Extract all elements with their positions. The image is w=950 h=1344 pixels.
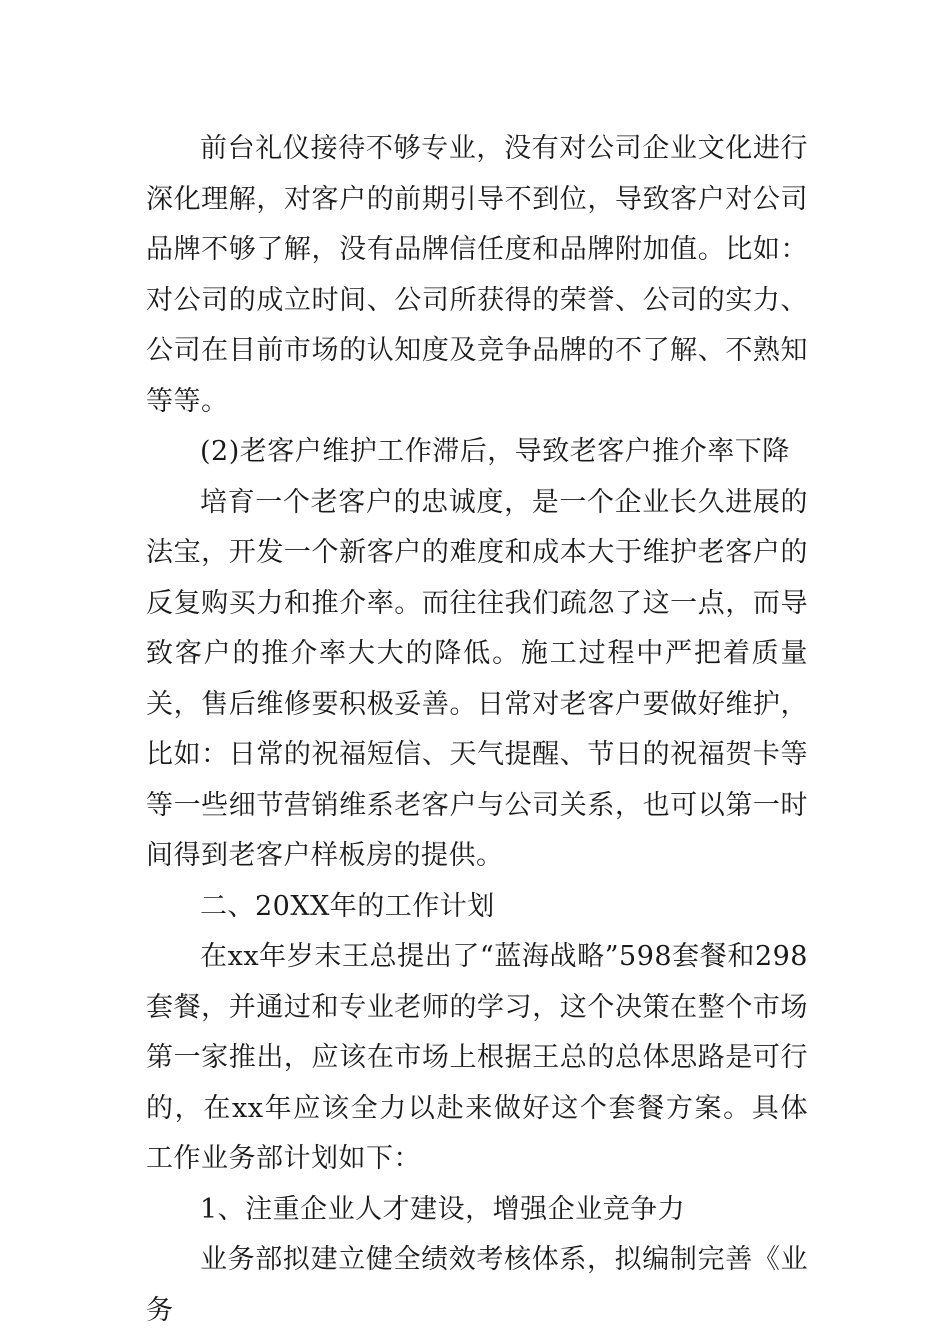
paragraph-reception-issues: 前台礼仪接待不够专业，没有对公司企业文化进行深化理解，对客户的前期引导不到位，导致客户对公司品牌不够了解，没有品牌信任度和品牌附加值。比如：对公司的成立时间、公司所获得的荣誉、公司的实力、公司在目前市场的认知度及竞争品牌的不了解、不熟知等等。	[146, 133, 808, 417]
paragraph-customer-loyalty: 培育一个老客户的忠诚度，是一个企业长久进展的法宝，开发一个新客户的难度和成本大于维护老客户的反复购买力和推介率。而往往我们疏忽了这一点，而导致客户的推介率大大的降低。施工过程中严把着质量关，售后维修要积极妥善。日常对老客户要做好维护，比如：日常的祝福短信、天气提醒、节日的祝福贺卡等等一些细节营销维系老客户与公司关系，也可以第一时间得到老客户样板房的提供。	[146, 486, 808, 871]
subheading-talent-building: 1、注重企业人才建设，增强企业竞争力	[200, 1193, 686, 1225]
paragraph-performance-system: 业务部拟建立健全绩效考核体系，拟编制完善《业务	[146, 1244, 808, 1326]
document-body	[146, 124, 808, 1336]
subheading-old-customer-maintenance: (2)老客户维护工作滞后，导致老客户推介率下降	[200, 436, 790, 467]
paragraph-blue-ocean-strategy: 在xx年岁末王总提出了“蓝海战略”598套餐和298套餐，并通过和专业老师的学习，这个决策在整个市场第一家推出，应该在市场上根据王总的总体思路是可行的，在xx年应该全力以赴来做好这个套餐方案。具体工作业务部计划如下：	[146, 941, 808, 1174]
heading-work-plan: 二、20XX年的工作计划	[200, 890, 495, 922]
